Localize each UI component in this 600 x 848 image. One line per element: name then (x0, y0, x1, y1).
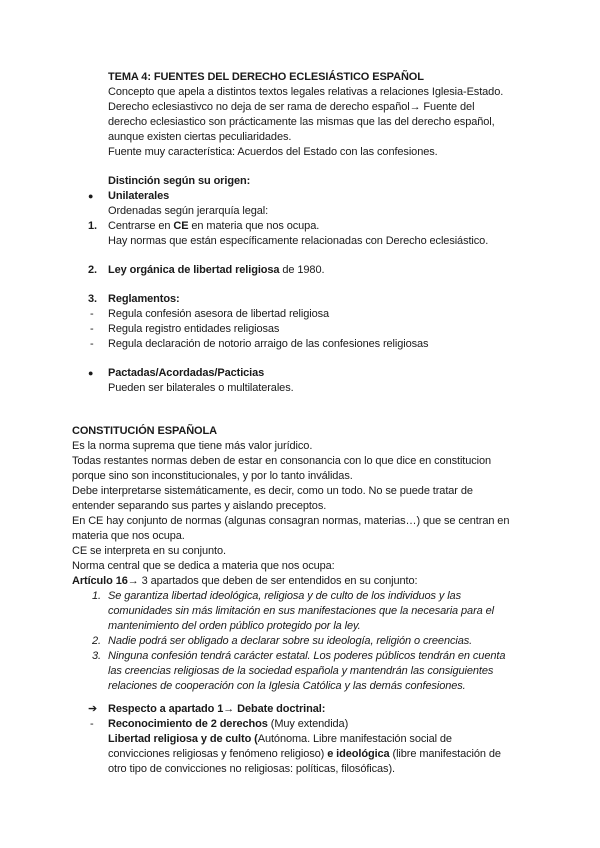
apartado-number: 3. (92, 650, 101, 662)
dash: - (90, 308, 94, 320)
constitucion-line: CE se interpreta en su conjunto. (72, 545, 226, 557)
libertad-line: Libertad religiosa y de culto (Autónoma. Libre manifestación social de (108, 733, 452, 745)
reglamento-item: Regula registro entidades religiosas (108, 323, 280, 335)
respecto-heading: Respecto a apartado 1→ Debate doctrinal: (108, 703, 326, 715)
item1-text: Centrarse en CE en materia que nos ocupa. (108, 220, 320, 232)
constitucion-line: Todas restantes normas deben de estar en consonancia con lo que dice en constitucion (72, 455, 492, 467)
dash: - (90, 338, 94, 350)
reconocimiento-line: Reconocimiento de 2 derechos (Muy extendida) (108, 718, 349, 730)
articulo-16-line: Artículo 16→ 3 apartados que deben de ser entendidos en su conjunto: (72, 575, 418, 587)
constitucion-heading: CONSTITUCIÓN ESPAÑOLA (72, 425, 217, 437)
intro-line: Derecho eclesiastivco no deja de ser rama de derecho español→ Fuente del (108, 101, 475, 113)
list-number: 2. (88, 264, 97, 276)
dash: - (90, 718, 94, 730)
apartado-line: Nadie podrá ser obligado a declarar sobre su ideología, religión o creencias. (108, 635, 473, 647)
unilaterales-sub: Ordenadas según jerarquía legal: (108, 205, 269, 217)
distincion-heading: Distinción según su origen: (108, 175, 251, 187)
apartado-line: Se garantiza libertad ideológica, religiosa y de culto de los individuos y las (108, 590, 461, 602)
constitucion-line: En CE hay conjunto de normas (algunas consagran normas, materias…) que se centran en (72, 515, 510, 527)
intro-line: aunque existen ciertas peculiaridades. (108, 131, 292, 143)
arrow-icon: ➔ (88, 703, 98, 715)
apartado-line: mantenimiento del orden público protegido por la ley. (108, 620, 361, 632)
apartado-line: comunidades sin más limitación en sus manifestaciones que la necesaria para el (108, 605, 494, 617)
apartado-line: Ninguna confesión tendrá carácter estatal. Los poderes públicos tendrán en cuenta (108, 650, 506, 662)
apartado-number: 2. (92, 635, 101, 647)
list-number: 1. (88, 220, 97, 232)
intro-line: derecho eclesiastico son prácticamente las mismas que las del derecho español, (108, 116, 495, 128)
item1-line2: Hay normas que están específicamente relacionadas con Derecho eclesiástico. (108, 235, 489, 247)
bullet-icon: ● (88, 368, 94, 378)
constitucion-line: entender separando sus partes y aislando preceptos. (72, 500, 327, 512)
libertad-line3: otro tipo de convicciones no religiosas: políticas, filosóficas). (108, 763, 395, 775)
list-number: 3. (88, 293, 97, 305)
apartado-line: relaciones de cooperación con la Iglesia Católica y las demás confesiones. (108, 680, 466, 692)
libertad-line2: convicciones religiosas y fenómeno religioso) e ideológica (libre manifestación de (108, 748, 501, 760)
apartado-number: 1. (92, 590, 101, 602)
constitucion-line: Debe interpretarse sistemáticamente, es decir, como un todo. No se puede tratar de (72, 485, 473, 497)
page-title: TEMA 4: FUENTES DEL DERECHO ECLESIÁSTICO ESPAÑOL (108, 71, 424, 83)
reglamento-item: Regula confesión asesora de libertad religiosa (108, 308, 330, 320)
constitucion-line: Norma central que se dedica a materia que nos ocupa: (72, 560, 335, 572)
constitucion-line: porque sino son inconstitucionales, y por lo tanto inválidas. (72, 470, 353, 482)
intro-line: Fuente muy característica: Acuerdos del Estado con las confesiones. (108, 146, 438, 158)
reglamento-item: Regula declaración de notorio arraigo de las confesiones religiosas (108, 338, 429, 350)
pactadas-sub: Pueden ser bilaterales o multilaterales. (108, 382, 294, 394)
apartado-line: las creencias religiosas de la sociedad española y mantendrán las consiguientes (108, 665, 494, 677)
dash: - (90, 323, 94, 335)
item2-text: Ley orgánica de libertad religiosa de 1980. (108, 264, 325, 276)
intro-line: Concepto que apela a distintos textos legales relativas a relaciones Iglesia-Estado. (108, 86, 504, 98)
constitucion-line: Es la norma suprema que tiene más valor jurídico. (72, 440, 313, 452)
unilaterales-label: Unilaterales (108, 190, 170, 202)
constitucion-line: materia que nos ocupa. (72, 530, 185, 542)
pactadas-label: Pactadas/Acordadas/Pacticias (108, 367, 265, 379)
item3-text: Reglamentos: (108, 293, 180, 305)
bullet-icon: ● (88, 191, 94, 201)
